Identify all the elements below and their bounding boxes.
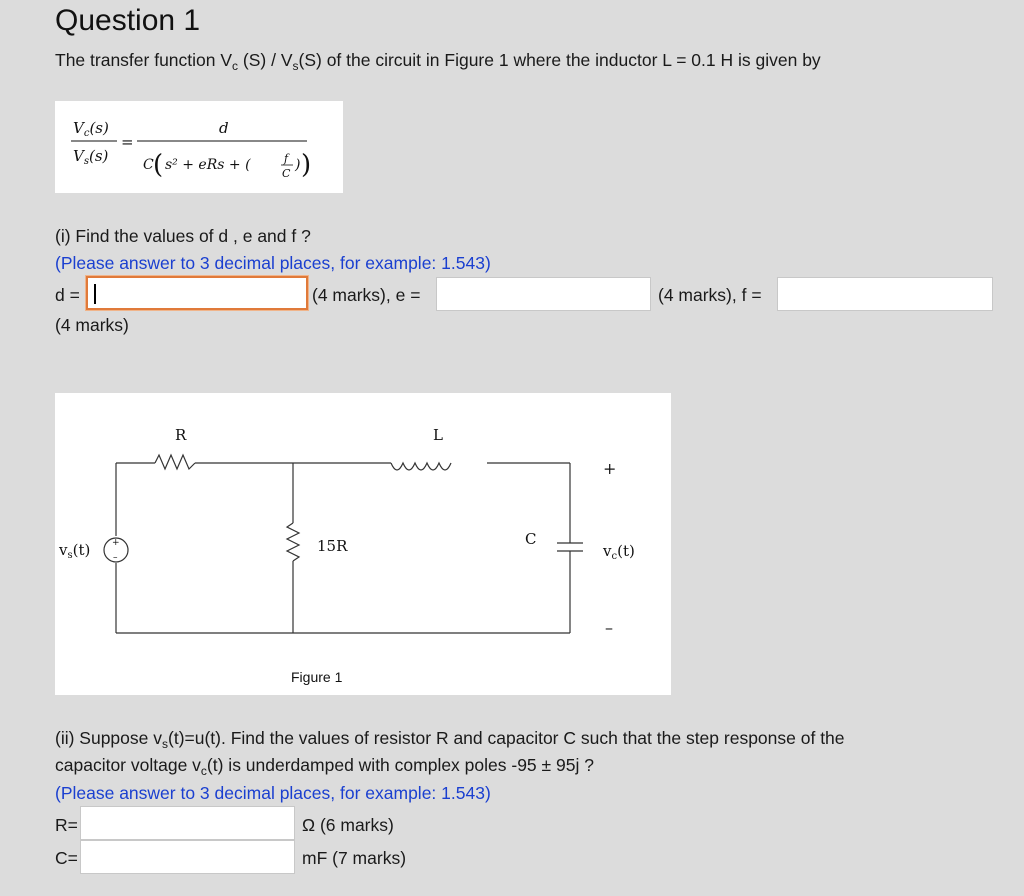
formula-graphic: [55, 101, 343, 193]
f-marks-label: (4 marks): [55, 315, 129, 335]
transfer-function-formula: [55, 101, 343, 193]
f-answer-input[interactable]: [777, 277, 993, 311]
output-plus: +: [603, 459, 617, 478]
formula-close: ): [295, 157, 301, 173]
c-answer-input[interactable]: [80, 840, 295, 874]
d-label: d =: [55, 285, 80, 305]
formula-den-body: s² + eRs + (: [165, 157, 251, 173]
resistor-15r-icon: [287, 523, 299, 561]
label-vs: $v_s(t)$: [59, 541, 91, 561]
part2-prompt-line2: capacitor voltage $v_c(t)$ is underdamped with complex poles -95 ± 95j ?: [55, 755, 594, 778]
source-plus-icon: +: [112, 538, 120, 548]
formula-numerator-d: d: [219, 119, 229, 137]
part1-hint: (Please answer to 3 decimal places, for example: 1.543): [55, 253, 491, 273]
c-label: C=: [55, 848, 78, 868]
formula-vs-denominator: $V_s(s)$: [73, 147, 109, 167]
output-minus: –: [605, 618, 613, 637]
figure-caption: Figure 1: [291, 669, 343, 685]
question-title: Question 1: [55, 4, 201, 37]
label-r: R: [175, 426, 187, 444]
label-l: L: [433, 426, 443, 444]
formula-den-c: C: [143, 157, 154, 173]
d-marks-e-label: (4 marks), e =: [312, 285, 421, 305]
text-caret: [94, 284, 96, 304]
svg-text:(: (: [153, 150, 164, 180]
part1-prompt: (i) Find the values of d , e and f ?: [55, 226, 311, 246]
part2-prompt-line1: (ii) Suppose $v_s(t)=u(t)$. Find the values of resistor R and capacitor C such that the step response of the: [55, 728, 845, 751]
resistor-r-icon: [155, 455, 195, 469]
label-vc: $v_c(t)$: [603, 542, 635, 562]
label-15r: 15R: [317, 537, 348, 555]
circuit-diagram: [55, 393, 671, 695]
e-marks-f-label: (4 marks), f =: [658, 285, 762, 305]
r-answer-input[interactable]: [80, 806, 295, 840]
label-c: C: [525, 530, 537, 548]
source-minus-icon: –: [113, 553, 118, 563]
d-answer-input[interactable]: [86, 276, 308, 310]
part2-hint: (Please answer to 3 decimal places, for example: 1.543): [55, 783, 491, 803]
formula-frac-c: C: [282, 167, 291, 180]
formula-vc-numerator: $V_c(s)$: [73, 119, 109, 139]
inductor-l-icon: [391, 463, 451, 470]
c-unit-marks: mF (7 marks): [302, 848, 407, 868]
circuit-figure: [55, 393, 671, 695]
e-answer-input[interactable]: [436, 277, 651, 311]
svg-text:): ): [301, 150, 312, 180]
r-unit-marks: Ω (6 marks): [302, 815, 394, 835]
intro-text: The transfer function $V_c$ $(S) / V_s(S)$ of the circuit in Figure 1 where the inductor L = 0.1 H is given by: [55, 50, 821, 73]
formula-equals: =: [121, 133, 134, 151]
r-label: R=: [55, 815, 78, 835]
formula-frac-f: f: [284, 152, 289, 165]
